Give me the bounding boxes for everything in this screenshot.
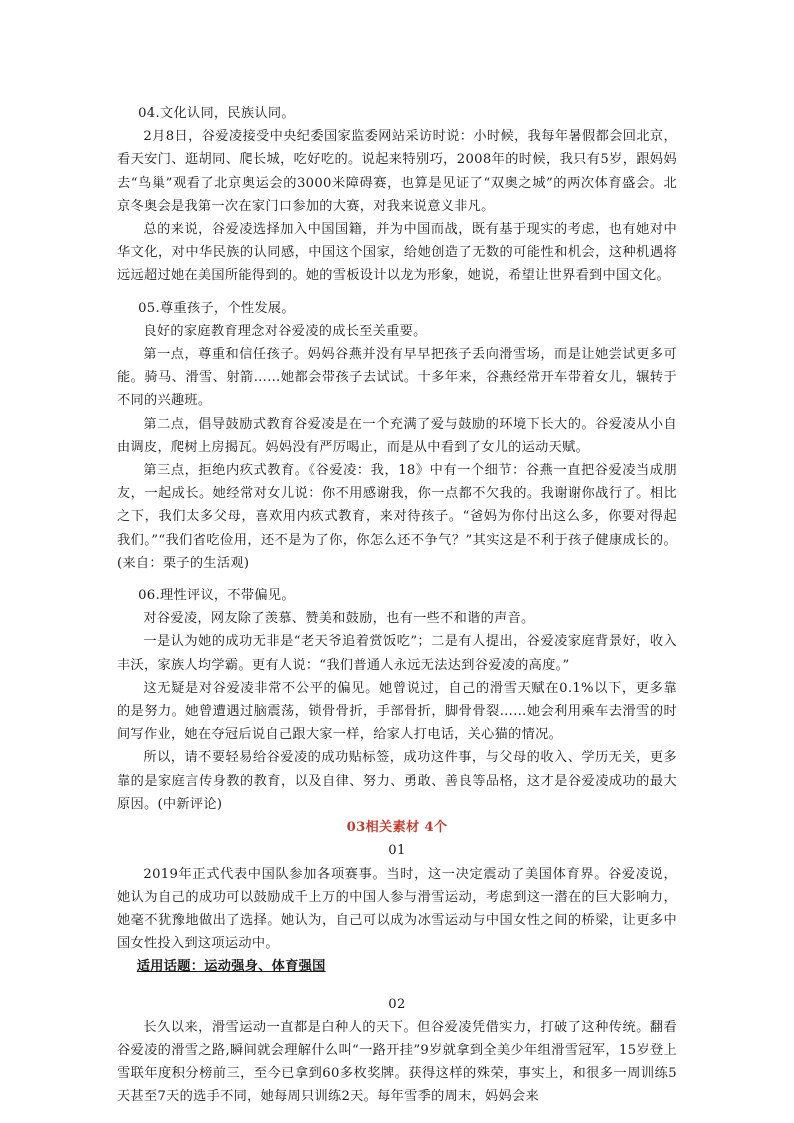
paragraph: 长久以来，滑雪运动一直都是白种人的天下。但谷爱凌凭借实力，打破了这种传统。翻看谷爱凌的滑雪之路,瞬间就会理解什么叫“一路开挂”9岁就拿到全美少年组滑雪冠军，15岁登上雪联年度积分榜前三，至今已拿到60多枚奖牌。获得这样的殊荣，事实上，和很多一周训练5天甚至7天的选手不同，她每周只训练2天。每年雪季的周末，妈妈会来 [117,1019,677,1105]
material-number: 02 [388,996,406,1012]
material-heading: 03相关素材 4个 [346,820,448,836]
paragraph: 2019年正式代表中国队参加各项赛事。当时，这一决定震动了美国体育界。谷爱凌说，她认为自己的成功可以鼓励成千上万的中国人参与滑雪运动，考虑到这一潜在的巨大影响力，她毫不犹豫地做出了选择。她认为，自己可以成为冰雪运动与中国女性之间的桥梁，让更多中国女性投入到这项运动中。 [117,866,677,952]
paragraph: 总的来说，谷爱凌选择加入中国国籍，并为中国而战，既有基于现实的考虑，也有她对中华文化，对中华民族的认同感，中国这个国家，给她创造了无数的可能性和机会，这种机遇将远远超过她在美国所能得到的。她的雪板设计以龙为形象，她说，希望让世界看到中国文化。 [117,222,677,284]
section-title: 04.文化认同，民族认同。 [138,106,295,121]
paragraph: 良好的家庭教育理念对谷爱凌的成长至关重要。 [143,323,427,339]
paragraph: 第一点，尊重和信任孩子。妈妈谷燕并没有早早把孩子丢向滑雪场，而是让她尝试更多可能。骑马、滑雪、射箭……她都会带孩子去试试。十多年来，谷燕经常开车带着女儿，辗转于不同的兴趣班。 [117,347,677,409]
paragraph: 所以，请不要轻易给谷爱凌的成功贴标签，成功这件事，与父母的收入、学历无关，更多靠的是家庭言传身教的教育，以及自律、努力、勇敢、善良等品格，这才是谷爱凌成功的最大原因。(中新评论) [117,750,677,812]
topic-label: 适用话题：运动强身、体育强国 [136,959,326,975]
paragraph: 对谷爱凌，网友除了羡慕、赞美和鼓励，也有一些不和谐的声音。 [143,611,535,627]
section-title: 05.尊重孩子，个性发展。 [138,300,295,316]
paragraph: 2月8日，谷爱凌接受中央纪委国家监委网站采访时说：小时候，我每年暑假都会回北京，看天安门、逛胡同、爬长城，吃好吃的。说起来特别巧，2008年的时候，我只有5岁，跟妈妈去“鸟巢”观看了北京奥运会的3000米障碍赛，也算是见证了“双奥之城”的两次体育盛会。北京冬奥会是我第一次在家门口参加的大赛，对我来说意义非凡。 [117,129,677,214]
paragraph: 一是认为她的成功无非是“老天爷追着赏饭吃”；二是有人提出，谷爱凌家庭背景好，收入丰沃，家族人均学霸。更有人说：“我们普通人永远无法达到谷爱凌的高度。” [117,634,677,673]
paragraph: 第三点，拒绝内疚式教育。《谷爱凌：我，18》中有一个细节：谷燕一直把谷爱凌当成朋友，一起成长。她经常对女儿说：你不用感谢我，你一点都不欠我的。我谢谢你战行了。相比之下，我们太多父母，喜欢用内疚式教育，来对待孩子。“爸妈为你付出这么多，你要对得起我们。”“我们省吃俭用，还不是为了你，你怎么还不争气？”其实这是不利于孩子健康成长的。(来自：栗子的生活观) [117,463,677,571]
material-number: 01 [388,843,406,859]
paragraph: 第二点，倡导鼓励式教育谷爱凌是在一个充满了爱与鼓励的环境下长大的。谷爱凌从小自由调皮，爬树上房揭瓦。妈妈没有严厉喝止，而是从中看到了女儿的运动天赋。 [117,416,677,455]
paragraph: 这无疑是对谷爱凌非常不公平的偏见。她曾说过，自己的滑雪天赋在0.1%以下，更多靠的是努力。她曾遭遇过脑震荡，锁骨骨折，手部骨折，脚骨骨裂……她会利用乘车去滑雪的时间写作业，她在夺冠后说自己跟大家一样，给家人打电话，关心猫的情况。 [117,680,677,743]
document-body [117,102,677,1109]
section-title: 06.理性评议，不带偏见。 [138,588,295,604]
